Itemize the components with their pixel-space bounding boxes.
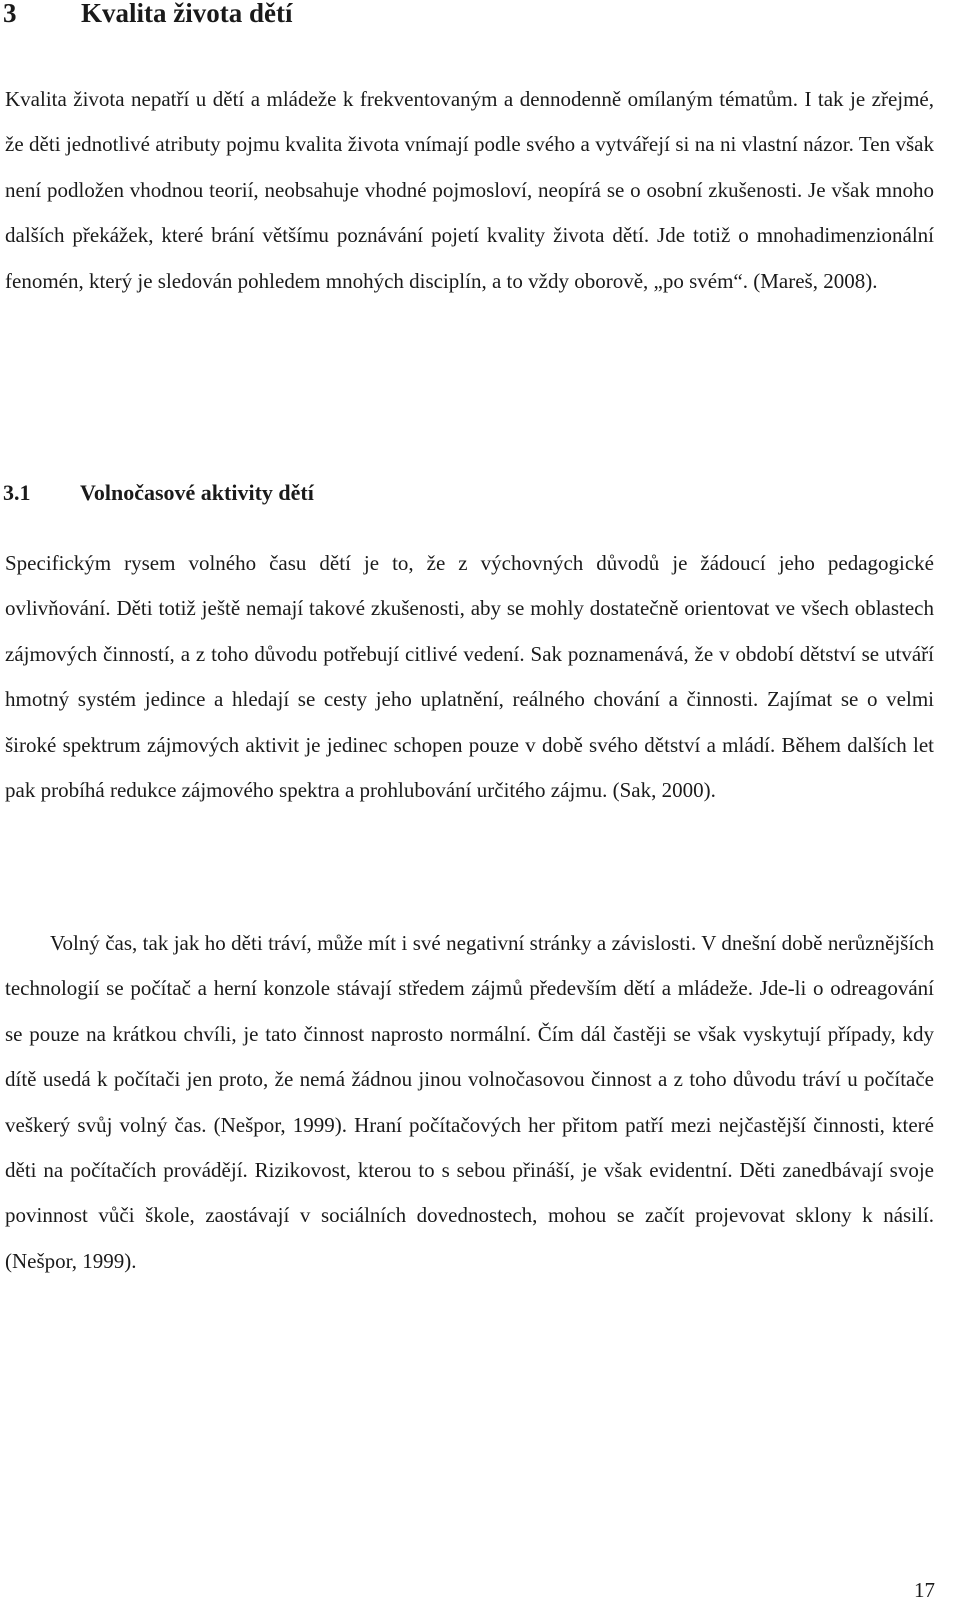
section-paragraph-2: Volný čas, tak jak ho děti tráví, může mít i své negativní stránky a závislosti. V dnešní době nerůznějších technologií se počítač a herní konzole stávají středem zájmů především dětí a mládeže. Jde-li o odreagování se pouze na krátkou chvíli, je tato činnost naprosto normální. Čím dál častěji se však vyskytují případy, kdy dítě usedá k počítači jen proto, že nemá žádnou jinou volnočasovou činnost a z toho důvodu tráví u počítače veškerý svůj volný čas. (Nešpor, 1999). Hraní počítačových her přitom patří mezi nejčastější činnosti, které děti na počítačích provádějí. Rizikovost, kterou to s sebou přináší, je však evidentní. Děti zanedbávají svoje povinnost vůči škole, zaostávají v sociálních dovednostech, mohou se začít projevovat sklony k násilí. (Nešpor, 1999).: [5, 931, 934, 1273]
chapter-number: 3: [3, 0, 17, 28]
chapter-heading: [3, 0, 292, 30]
section-paragraph-1: Specifickým rysem volného času dětí je to, že z výchovných důvodů je žádoucí jeho pedagogické ovlivňování. Děti totiž ještě nemají takové zkušenosti, aby se mohly dostatečně orientovat ve všech oblastech zájmových činností, a z toho důvodu potřebují citlivé vedení. Sak poznamenává, že v období dětství se utváří hmotný systém jedince a hledají se cesty jeho uplatnění, reálného chování a činnosti. Zajímat se o velmi široké spektrum zájmových aktivit je jedinec schopen pouze v době svého dětství a mládí. Během dalších let pak probíhá redukce zájmového spektra a prohlubování určitého zájmu. (Sak, 2000).: [5, 551, 934, 803]
chapter-paragraph: Kvalita života nepatří u dětí a mládeže k frekventovaným a dennodenně omílaným tématům. I tak je zřejmé, že děti jednotlivé atributy pojmu kvalita života vnímají podle svého a vytvářejí si na ni vlastní názor. Ten však není podložen vhodnou teorií, neobsahuje vhodné pojmosloví, neopírá se o osobní zkušenosti. Je však mnoho dalších překážek, které brání většímu poznávání pojetí kvality života dětí. Jde totiž o mnohadimenzionální fenomén, který je sledován pohledem mnohých disciplín, a to vždy oborově, „po svém“. (Mareš, 2008).: [5, 87, 934, 293]
section-number: 3.1: [3, 480, 31, 505]
section-title: Volnočasové aktivity dětí: [80, 480, 314, 505]
page-number: 17: [914, 1578, 935, 1602]
section-heading: [3, 478, 314, 508]
chapter-title: Kvalita života dětí: [81, 0, 293, 28]
